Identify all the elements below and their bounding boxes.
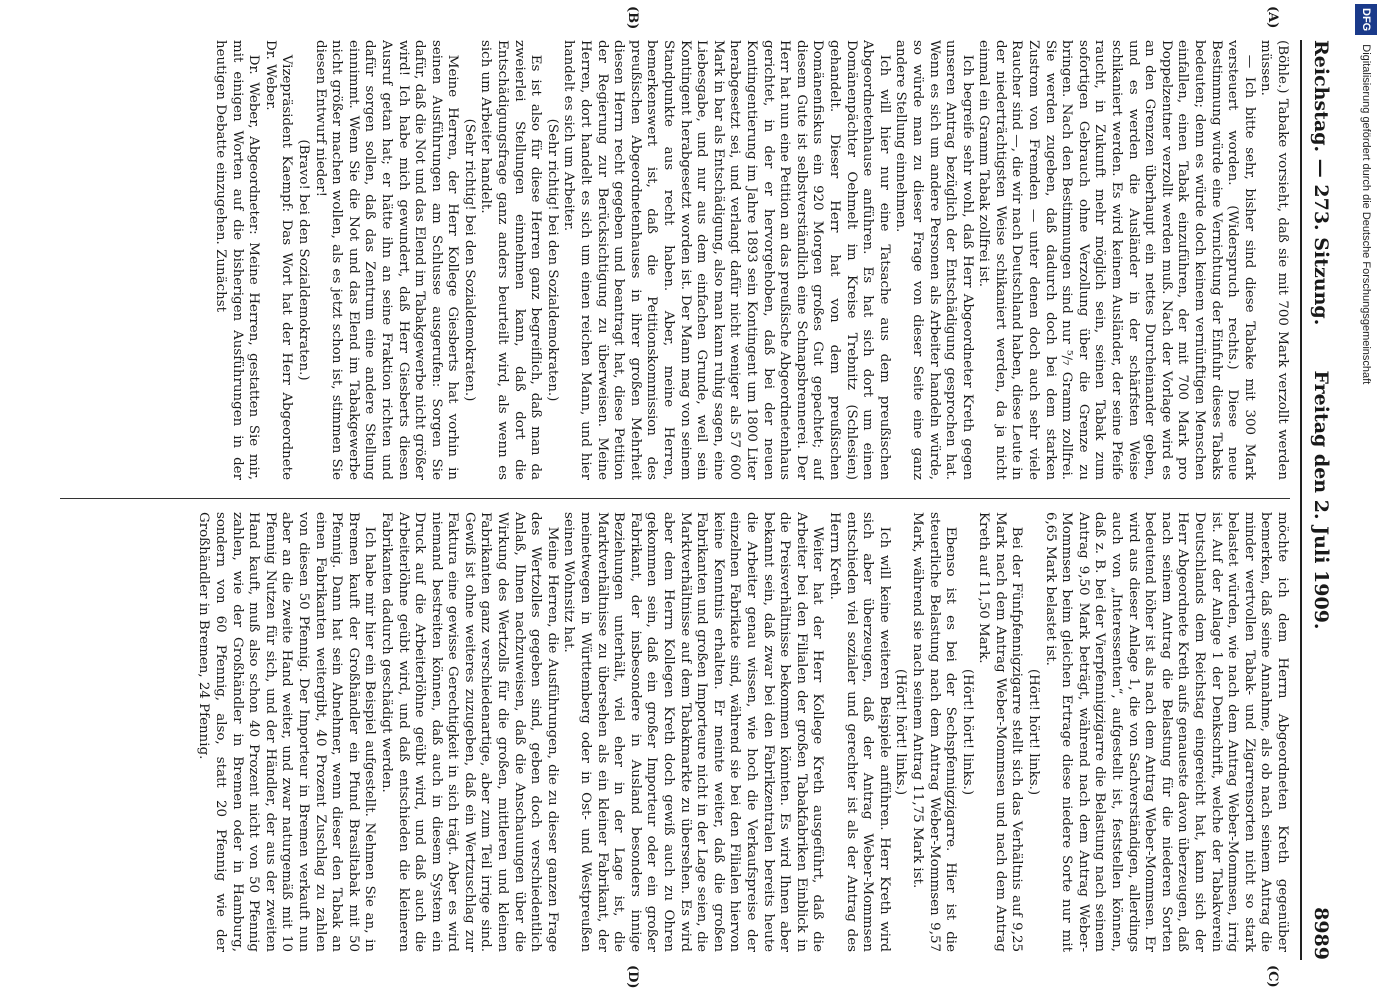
digitization-credit-text [1355,4,1377,994]
margin-marker-c: (C) [1265,965,1280,988]
paragraph: Es ist also für diese Herren ganz begreiflich, daß man da zweierlei Stellungen einnehmen kann, daß dort die Entschädigungsfrage ganz anders beurteilt wird, als wenn es sich um Arbeiter handelt. [478,40,544,480]
column-divider [60,498,1290,499]
paragraph: Ich will keine weiteren Beispiele anführen. Herr Kreth wird sich aber überzeugen, daß der Antrag Weber-Mommsen entschieden viel sozialer und gerechter ist als der Antrag des Herrn Kreth. [826,512,892,952]
paragraph: möchte ich dem Herrn Abgeordneten Kreth gegenüber bemerken, daß seine Annahme, als ob nach seinem Antrag die minder wertvollen Tabak- und Zigarrensorten nicht so stark belastet würden, wie nach dem Antrag Weber-Mommsen, irrig ist. Auf der Anlage 1 der Denkschrift, welche der Tabakverein Deutschlands dem Reichstag eingereicht hat, kann sich der Herr Abgeordnete Kreth aufs genaueste davon überzeugen, daß nach seinem Antrag die Belastung für die niederen Sorten bedeutend höher ist als nach dem Antrag Weber-Mommsen. Er wird aus dieser Anlage 1, die von Sachverständigen, allerdings auch von „Interessenten“, aufgestellt ist, feststellen können, daß z. B. bei der Vierpfennigzigarre die Belastung nach seinem Antrag 9,50 Mark beträgt, während nach dem Antrag Weber-Mommsen beim gleichen Ertrage diese niedere Sorte nur mit 6,65 Mark belastet ist. [1042,512,1290,952]
speaker-paragraph: Vizepräsident Kaempf: Das Wort hat der Herr Abgeordnete Dr. Weber. [262,40,295,480]
paragraph: Meine Herren, der Herr Kollege Giesberts hat vorhin in seinen Ausführungen am Schlusse ausgerufen: Sorgen Sie dafür, daß die Not und das Elend im Tabakgewerbe nicht größer wird! Ich habe mich gewundert, daß Herr Giesberts diesen Ausruf getan hat; er hätte ihn an seine Fraktion richten und dafür sorgen sollen, daß das Zentrum eine andere Stellung einnimmt. Wenn Sie die Not und das Elend im Tabakgewerbe nicht größer machen wollen, als es jetzt schon ist, stimmen Sie diesen Entwurf nieder! [312,40,461,480]
left-column [60,40,1290,480]
digitization-note: Digitalisierung gefördert durch die Deutsche Forschungsgemeinschaft [1360,44,1372,385]
paragraph: Meine Herren, die Ausführungen, die zu dieser ganzen Frage des Wertzolles gegeben sind, geben doch verschiedentlich Anlaß, Ihnen nachzuweisen, daß die Anschauungen über die Wirkung des Wertzolls für die großen, mittleren und kleinen Fabrikanten ganz verschiedenartige, aber zum Teil irrige sind. Gewiß ist ohne weiteres zuzugeben, daß ein Wertzuschlag zur Faktura eine gewisse Gerechtigkeit in sich trägt. Aber es wird niemand bestreiten können, daß auch in diesem System ein Druck auf die Arbeiterlöhne geübt wird, und daß auch die Arbeiterlöhne geübt wird, und daß entschieden die kleineren Fabrikanten dadurch geschädigt werden. [378,512,560,952]
running-head-date: Freitag den 2. Juli 1909. [1310,370,1332,630]
interjection: (Hört! hört! links.) [1026,668,1042,796]
paragraph: Ich begreife sehr wohl, daß Herr Abgeordneter Kreth gegen unseren Antrag bezüglich der Entschädigung gesprochen hat. Wenn es sich um andere Personen als Arbeiter handeln würde, so würde man zu dieser Frage von dieser Seite eine ganz andere Stellung einnehmen. [893,40,975,480]
interjection: (Hört! hört! links.) [959,668,975,796]
paragraph: Ich will hier nur eine Tatsache aus dem preußischen Abgeordnetenhause anführen. Es hat sich dort um einen Domänenpächter Oehmelt im Kreise Trebnitz (Schlesien) gehandelt. Dieser Herr hat von dem preußischen Domänenfiskus ein 920 Morgen großes Gut gepachtet; auf diesem Gute ist selbstverständlich eine Schnapsbrennerei. Der Herr hat nun eine Petition an das preußische Abgeordnetenhaus gerichtet, in der er hervorgehoben, daß bei der neuen Kontingentierung im Jahre 1893 sein Kontingent um 1800 Liter herabgesetzt sei, und verlangt dafür nicht weniger als 57 600 Mark in bar als Entschädigung, also man kann ruhig sagen, eine Liebesgabe, und nur aus dem einfachen Grunde, weil sein Kontingent herabgesetzt worden ist. Der Mann mag von seinem Standpunkte aus recht haben. Aber, meine Herren, bemerkenswert ist, daß die Petitionskommission des preußischen Abgeordnetenhauses in ihrer großen Mehrheit diesen Herrn recht gegeben und beantragt hat, diese Petition der Regierung zur Berücksichtigung zu überweisen. Meine Herren, dort handelt es sich um einen reichen Mann, und hier handelt es sich um Arbeiter. [561,40,892,480]
paragraph: — Ich bitte sehr, bisher sind diese Tabake mit 300 Mark versteuert worden. (Widerspruch rechts.) Diese neue Bestimmung würde eine Vernichtung der Einfuhr dieses Tabaks bedeuten; denn es würde doch keinem vernünftigen Menschen einfallen, einen Tabak einzuführen, der mit 700 Mark pro Doppelzentner verzollt werden muß. Nach der Vorlage wird es an den Grenzen überhaupt ein nettes Durcheinander geben, und es werden die Ausländer in der schärfsten Weise schikaniert werden. Es wird keinem Ausländer, der seine Pfeife raucht, in Zukunft mehr möglich sein, seinen Tabak zum sofortigen Gebrauch ohne Verzollung über die Grenze zu bringen. Nach den Bestimmungen sind nur ⁵/₇ Gramm zollfrei. Sie werden zugeben, daß dadurch doch bei dem starken Zustrom von Fremden — unter denen doch auch sehr viele Raucher sind —, die wir nach Deutschland haben, diese Leute in der niederträchtigsten Weise schikaniert werden, da ja nicht einmal ein Gramm Tabak zollfrei ist. [976,40,1257,480]
margin-marker-a: (A) [1265,6,1280,29]
running-head [1300,40,1340,960]
speaker-paragraph: Dr. Weber, Abgeordneter: Meine Herren, gestatten Sie mir, mit einigen Worten auf die bisherigen Ausführungen in der heutigen Debatte einzugehen. Zunächst [213,40,262,480]
page-number: 8989 [1310,907,1332,960]
paragraph: Ich habe mir hier ein Beispiel aufgestellt. Nehmen Sie an, in Bremen kauft der Großhändler ein Pfund Brasiltabak mit 50 Pfennig. Dann hat sein Abnehmer, wenn dieser den Tabak an einen Fabrikanten weitergibt, 40 Prozent Zuschlag zu zahlen von diesen 50 Pfennig. Der Importeur in Bremen verkauft nun aber an die zweite Hand weiter, und zwar naturgemäß mit 10 Pfennig Nutzen für sich, und der Händler, der aus der zweiten Hand kauft, muß also schon 40 Prozent nicht von 50 Pfennig zahlen, wie der Großhändler in Bremen oder in Hamburg, sondern von 60 Pfennig, also, statt 20 Pfennig wie der Großhändler in Bremen, 24 Pfennig. [196,512,378,952]
digitization-credit [1355,4,1377,994]
interjection: (Hört! hört! links.) [893,668,909,796]
paragraph: Ebenso ist es bei der Sechspfennigzigarre. Hier ist die steuerliche Belastung nach dem Antrag Weber-Mommsen 9,57 Mark, während sie nach seinem Antrag 11,75 Mark ist. [909,512,959,952]
running-head-left: Reichstag. — 273. Sitzung. [1310,40,1332,326]
paragraph: Weiter hat der Herr Kollege Kreth ausgeführt, daß die Arbeiter bei den Filialen der großen Tabakfabriken Einblick in die Preisverhältnisse bekommen könnten. Es wird Ihnen aber bekannt sein, daß zwar bei den Fabrikzentralen bereits heute die Arbeiter genau wissen, wie hoch die Verkaufspreise der einzelnen Fabrikate sind, während sie bei den Filialen hiervon keine Kenntnis erhalten. Er meinte weiter, daß die großen Fabrikanten und großen Importeure nicht in der Lage seien, die Marktverhältnisse auf dem Tabakmarkte zu übersehen. Es wird aber dem Herrn Kollegen Kreth doch gewiß auch zu Ohren gekommen sein, daß ein großer Importeur oder ein großer Fabrikant, der insbesondere in Ausland besonders innige Beziehungen unterhält, viel eher in der Lage ist, die Marktverhältnisse zu übersehen als ein kleiner Fabrikant, der meinetwegen in Württemberg oder in Ost- und Westpreußen seinen Wohnsitz hat. [561,512,826,952]
rotated-page-content [50,6,1340,989]
paragraph: Bei der Fünfpfennigzigarre stellt sich das Verhältnis auf 9,25 Mark nach dem Antrag Weber-Mommsen und nach dem Antrag Kreth auf 11,50 Mark. [976,512,1025,952]
paragraph: (Böhle.) Tabake vorsieht, daß sie mit 700 Mark verzollt werden müssen. [1258,40,1290,480]
interjection: (Bravo! bei den Sozialdemokraten.) [295,139,311,381]
interjection: (Sehr richtig! bei den Sozialdemokraten.) [544,118,560,402]
interjection: (Sehr richtig! bei den Sozialdemokraten.) [461,118,477,402]
dfg-logo: DFG [1355,4,1377,35]
margin-marker-b: (B) [625,6,640,30]
right-column [60,512,1290,952]
margin-marker-d: (D) [625,965,640,989]
